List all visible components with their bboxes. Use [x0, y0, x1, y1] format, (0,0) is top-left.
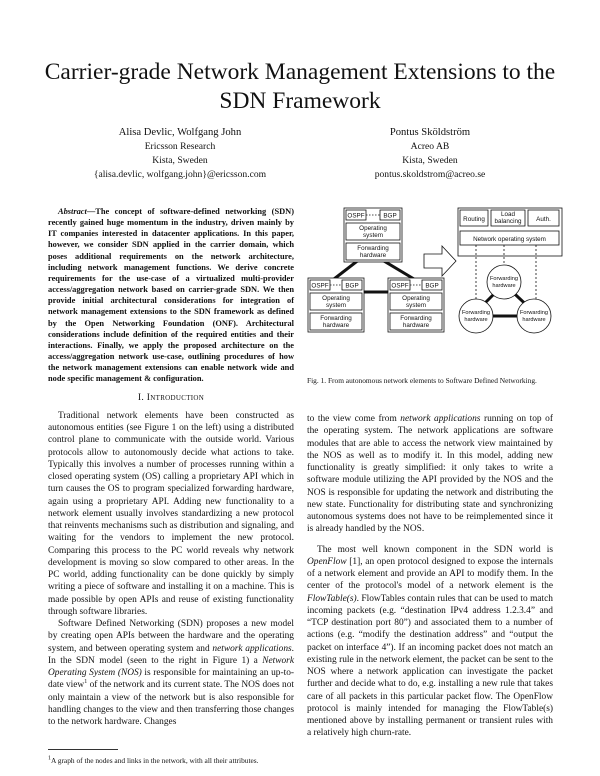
autonomous-network-diagram: [308, 208, 444, 332]
sdn-diagram: [458, 208, 562, 333]
svg-text:OSPF: OSPF: [347, 212, 365, 220]
svg-text:hardware: hardware: [359, 252, 387, 259]
svg-text:hardware: hardware: [464, 317, 488, 323]
abstract-text: The concept of software-defined networking (SDN) recently gained huge momentum in the industry, driven mainly by IT companies interested in datacenter applications. In this paper, however, we consider SDN applied in the carrier domain, which poses additional requirements on the network architecture, including network management functions. We derive concrete requirements for the use-case of a virtualized multi-provider access/aggregation network based on carrier-grade SDN. We then provide initial architectural considerations for integration of network management extensions to the SDN framework as defined by the Open Networking Foundation (ONF). Architectural considerations include definition of the required entities and their interactions. Finally, we apply the proposed architecture on the access/aggregation network use-case, outlining procedures of how the network management extensions can enable network wide and node specific management & configuration.: [48, 207, 294, 384]
svg-text:OSPF: OSPF: [311, 282, 329, 290]
author-location: Kista, Sweden: [152, 155, 208, 166]
author-affiliation: Acreo AB: [410, 141, 450, 152]
svg-text:BGP: BGP: [345, 282, 359, 290]
svg-text:hardware: hardware: [322, 322, 350, 329]
author-location: Kista, Sweden: [402, 155, 458, 166]
left-column: [48, 206, 294, 728]
svg-text:Operating: Operating: [359, 225, 387, 232]
section-heading: I. Introduction: [137, 391, 205, 403]
svg-text:system: system: [363, 232, 383, 239]
figure-caption: Fig. 1. From autonomous network elements to Software Defined Networking.: [307, 376, 537, 385]
svg-text:BGP: BGP: [425, 282, 439, 290]
paper-title: Carrier-grade Network Management Extensions to the SDN Framework: [44, 59, 556, 114]
svg-text:Load: Load: [500, 211, 516, 218]
paragraph: Software Defined Networking (SDN) proposes a new model by creating open APIs between the hardware and the operating system, and between operating system and network applications. In the SDN model (seen to the right in Figure 1) a Network Operating System (NOS) is responsible for maintaining an up-to-date view$^1$ of the network and its current state. The NOS does not only maintain a view of the network but is also responsible for handling changes to the view and then transferring those changes to the network hardware. Changes: [48, 619, 294, 727]
svg-text:Forwarding: Forwarding: [490, 276, 518, 282]
svg-text:Network operating system: Network operating system: [473, 236, 546, 243]
author-email: pontus.skoldstrom@acreo.se: [374, 169, 486, 180]
author-email: {alisa.devlic, wolfgang.john}@ericsson.com: [93, 169, 267, 180]
network-element-top: [344, 208, 402, 262]
svg-text:Operating: Operating: [402, 295, 430, 302]
paragraph: to the view come from network applications running on top of the operating system. The network applications are software modules that are able to access the network view maintained by the NOS as well as to modify it. In this model, adding new functionality is greatly simplified: it only takes to write a software module utilizing the API provided by the NOS and the NOS is responsible for updating the network and distributing the new state. Functionality for distributing state and synchronizing autonomous systems does not have to be reimplemented since it is already handled by the NOS.: [307, 414, 553, 535]
author-names: Alisa Devlic, Wolfgang John: [118, 127, 242, 138]
footnote: $^1$A graph of the nodes and links in the network, with all their attributes.: [48, 755, 259, 765]
svg-text:OSPF: OSPF: [391, 282, 409, 290]
svg-text:BGP: BGP: [383, 212, 397, 220]
svg-text:Auth.: Auth.: [536, 216, 551, 223]
paragraph: Traditional network elements have been constructed as autonomous entities (see Figure 1 on the left) using a distributed control plane to communicate with the outside world. Various protocols allow to autonomously decide what actions to take. Typically this involves a number of processes running within a closed operating system (OS) calling a proprietary API which in turn causes the OS to program specialized forwarding hardware, again using a proprietary API. Adding new functionality to a network element usually involves standardizing a new protocol that reinvents mechanisms such as distribution and signaling, and waiting for the vendors to implement the new protocol. Comparing this process to the PC world reveals why network development is moving so slow compared to other areas. In the PC world, adding functionality can be done quickly by simply writing a piece of software and installing it on a machine. This is made possible by open APIs and reuse of existing functionality through software libraries.: [48, 410, 294, 617]
author-names: Pontus Sköldström: [389, 127, 471, 138]
svg-text:hardware: hardware: [402, 322, 430, 329]
svg-text:Forwarding: Forwarding: [400, 315, 432, 322]
svg-text:hardware: hardware: [522, 317, 546, 323]
svg-text:Routing: Routing: [463, 216, 485, 223]
paragraph: The most well known component in the SDN world is OpenFlow [1], an open protocol designed to expose the internals of a network element and provide an API to modify them. In the center of the protocol's model of a network element is the FlowTable(s). FlowTables contain rules that can be used to match incoming packets (e.g. “destination IPv4 address 1.2.3.4” and “TCP destination port 80”) and associated them to a number of actions (e.g. “modify the destination address” and “output the packet on interface 4”). If an incoming packet does not match an existing rule in the network element, the packet can be sent to the NOS where a network application can investigate the packet further and decide what to do, e.g. installing a new rule that takes care of all packets in this particular packet flow. The OpenFlow protocol is mainly intended for managing the FlowTable(s) mentioned above by installing permanent or transient rules with a relatively high churn-rate.: [307, 544, 553, 739]
svg-text:Forwarding: Forwarding: [520, 310, 548, 316]
footnote-marker: 1: [84, 679, 88, 686]
svg-text:system: system: [326, 302, 346, 309]
right-column: [307, 413, 553, 740]
svg-text:balancing: balancing: [494, 218, 522, 225]
svg-text:system: system: [406, 302, 426, 309]
abstract-label: Abstract: [58, 207, 87, 216]
network-element-left: [308, 278, 364, 332]
svg-text:Operating: Operating: [322, 295, 350, 302]
author-block-1: [70, 126, 290, 182]
author-block-2: [320, 126, 540, 182]
sdn-figure: [304, 204, 566, 374]
svg-text:Forwarding: Forwarding: [320, 315, 352, 322]
arrow-icon: [424, 246, 456, 276]
svg-text:Forwarding: Forwarding: [357, 245, 389, 252]
abstract: Abstract—The concept of software-defined networking (SDN) recently gained huge momentum in the industry, driven mainly by IT companies interested in datacenter applications. In this paper, however, we consider SDN applied in the carrier domain, which poses additional requirements on the network architecture, including network management functions. We derive concrete requirements for the use-case of a virtualized multi-provider access/aggregation network based on carrier-grade SDN. We then provide initial architectural considerations for integration of network management extensions to the SDN framework as defined by the Open Networking Foundation (ONF). Architectural considerations include definition of the required entities and their interactions. Finally, we apply the proposed architecture on the access/aggregation network use-case, outlining procedures of how the network management extensions can enable network wide and node specific management & configuration.: [48, 207, 294, 384]
svg-text:Forwarding: Forwarding: [462, 310, 490, 316]
svg-text:hardware: hardware: [492, 283, 516, 289]
author-affiliation: Ericsson Research: [144, 141, 216, 152]
network-element-right: [388, 278, 444, 332]
footnote-divider: [48, 749, 118, 750]
